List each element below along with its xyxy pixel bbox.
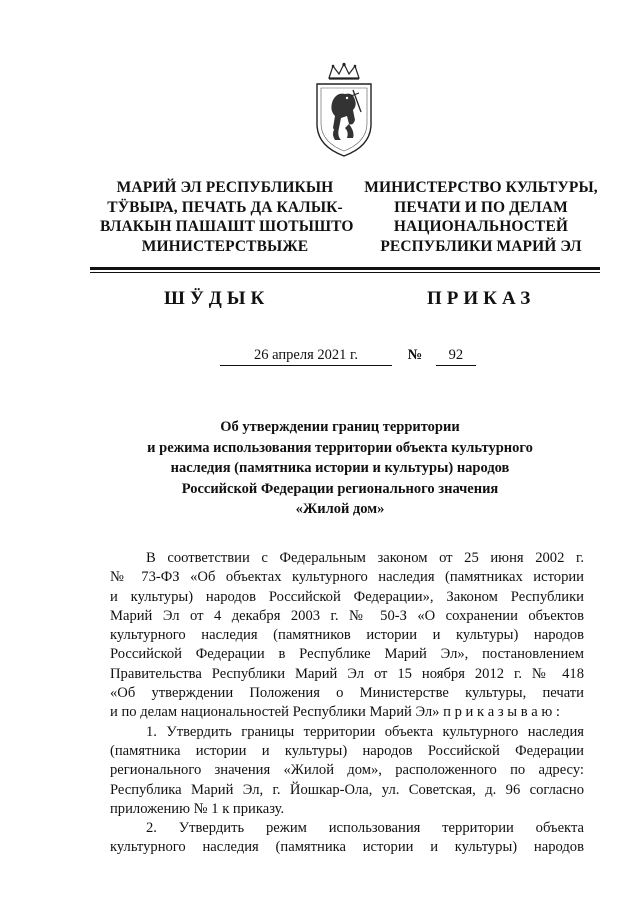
- ministry-name-russian-line: НАЦИОНАЛЬНОСТЕЙ: [393, 218, 569, 235]
- body-line: (памятника истории и культуры) народов Российской Федерации: [110, 742, 584, 759]
- ministry-name-mari-line: МАРИЙ ЭЛ РЕСПУБЛИКЫН: [116, 179, 334, 196]
- ministry-name-russian-line: РЕСПУБЛИКИ МАРИЙ ЭЛ: [380, 237, 582, 255]
- body-line: В соответствии с Федеральным законом от 25 июня 2002 г.: [146, 550, 584, 566]
- body-line: культурного наследия (памятника истории и культуры) народов: [110, 839, 584, 856]
- order-title-line: Об утверждении границ территории: [220, 419, 460, 435]
- body-line: Республика Марий Эл, г. Йошкар-Ола, ул. Советская, д. 96 согласно: [110, 781, 584, 798]
- ministry-name-mari-line: ВЛАКЫН ПАШАШТ ШОТЫШТО: [100, 218, 354, 235]
- order-title-line: «Жилой дом»: [295, 501, 385, 517]
- body-line: Марий Эл от 4 декабря 2003 г. № 50-З «О сохранении объектов: [110, 607, 584, 624]
- header-divider-thin: [90, 272, 600, 273]
- ministry-name-russian-line: ПЕЧАТИ И ПО ДЕЛАМ: [394, 198, 568, 216]
- ministry-name-russian: [350, 178, 612, 256]
- body-line: и культуры) народов Российской Федерации», Законом Республики: [110, 588, 584, 605]
- doc-type-russian: ПРИКАЗ: [427, 288, 536, 309]
- ministry-name-mari-line: МИНИСТЕРСТВЫЖЕ: [141, 237, 309, 255]
- body-line: «Об утверждении Положения о Министерстве культуры, печати: [110, 685, 584, 702]
- body-line: приложению № 1 к приказу.: [110, 800, 285, 817]
- ministry-name-mari-line: ТӰВЫРА, ПЕЧАТЬ ДА КАЛЫК-: [107, 198, 343, 216]
- ministry-name-russian-line: МИНИСТЕРСТВО КУЛЬТУРЫ,: [364, 179, 598, 196]
- body-line: регионального значения «Жилой дом», расположенного по адресу:: [110, 762, 584, 779]
- date-number-line: [220, 347, 476, 366]
- body-line: 2. Утвердить режим использования территории объекта: [146, 820, 584, 837]
- doc-type-mari: ШӰДЫК: [164, 288, 270, 309]
- body-line: и по делам национальностей Республики Марий Эл» п р и к а з ы в а ю :: [110, 704, 560, 721]
- header-divider-thick: [90, 267, 600, 270]
- body-line: № 73-ФЗ «Об объектах культурного наследия (памятниках истории: [110, 569, 584, 586]
- body-line: Российской Федерации в Республике Марий Эл», постановлением: [110, 646, 584, 663]
- order-body: [110, 549, 584, 858]
- order-title: [100, 417, 580, 520]
- order-number: 92: [436, 347, 476, 366]
- order-title-line: Российской Федерации регионального значения: [181, 480, 499, 497]
- coat-of-arms-emblem: [309, 62, 379, 158]
- order-date: 26 апреля 2021 г.: [220, 347, 392, 366]
- order-title-line: и режима использования территории объекта культурного: [147, 439, 533, 456]
- order-title-line: наследия (памятника истории и культуры) народов: [170, 460, 510, 476]
- body-line: 1. Утвердить границы территории объекта культурного наследия: [146, 723, 584, 740]
- number-sign: №: [407, 347, 423, 363]
- body-line: культурного наследия (памятников истории и культуры) народов: [110, 627, 584, 644]
- body-line: Правительства Республики Марий Эл от 15 ноября 2012 г. № 418: [110, 665, 584, 682]
- ministry-name-mari: [100, 178, 354, 256]
